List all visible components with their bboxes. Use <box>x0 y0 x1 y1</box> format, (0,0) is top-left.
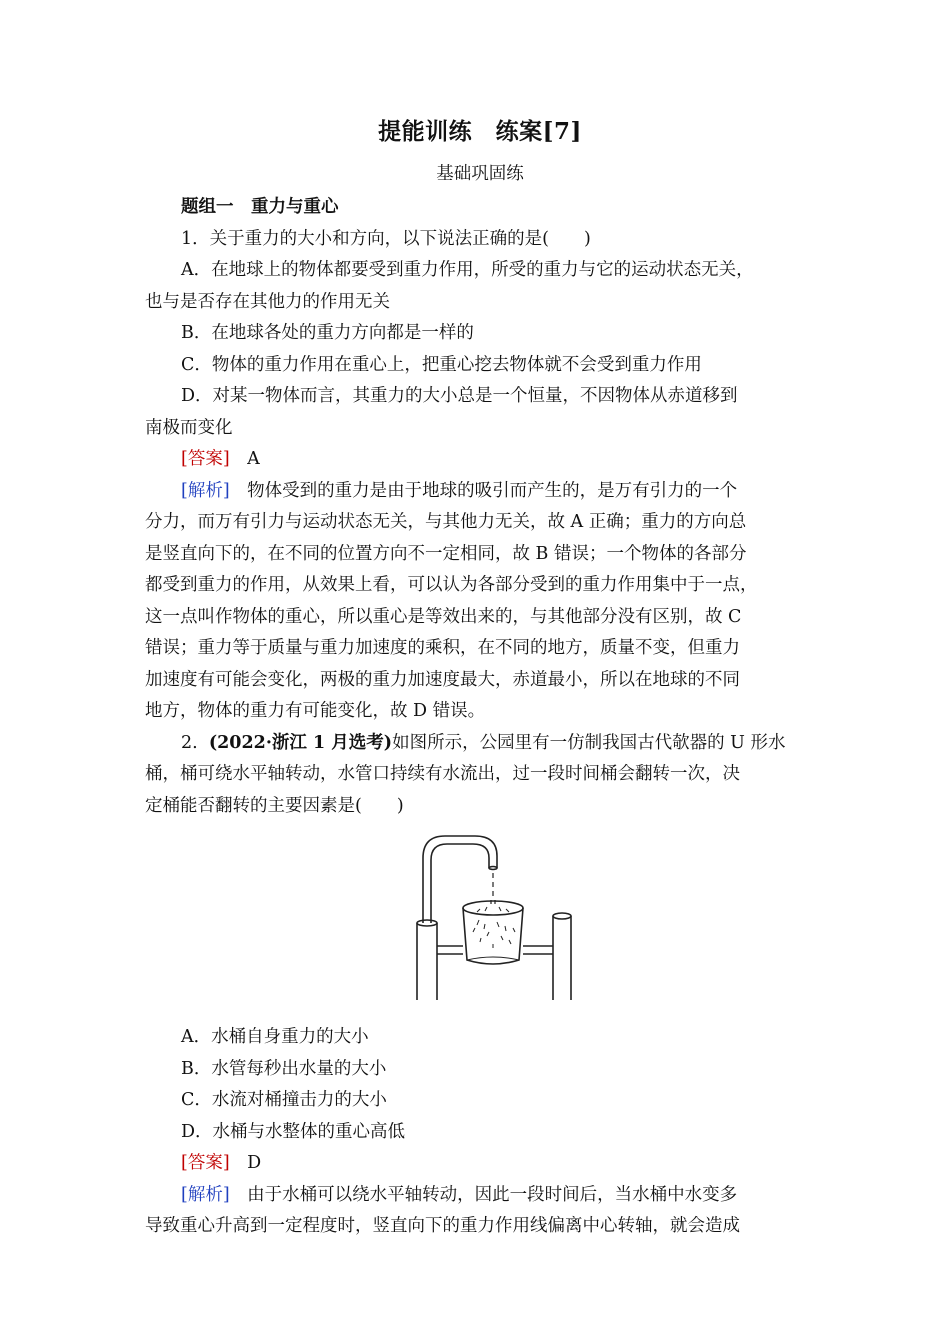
q2-stem-line2: 桶，桶可绕水平轴转动，水管口持续有水流出，过一段时间桶会翻转一次，决 <box>145 764 740 784</box>
q2-number: 2. <box>181 732 198 753</box>
q2-option-d: D．水桶与水整体的重心高低 <box>181 1121 406 1142</box>
q2-stem-text: 如图所示，公园里有一仿制我国古代欹器的 U 形水 <box>392 732 786 753</box>
document-page <box>145 118 815 1243</box>
q1-explanation <box>145 476 815 728</box>
explanation-line: 都受到重力的作用，从效果上看，可以认为各部分受到的重力作用集中于一点， <box>145 575 758 595</box>
explanation-line: 加速度有可能会变化，两极的重力加速度最大，赤道最小，所以在地球的不同 <box>145 669 740 690</box>
group-heading: 题组一 重力与重心 <box>181 197 339 217</box>
q2-option-c: C．水流对桶撞击力的大小 <box>181 1090 387 1110</box>
q2-stem-line3: 定桶能否翻转的主要因素是( ) <box>145 795 404 816</box>
q1-answer <box>145 444 815 476</box>
explanation-label: [解析] <box>181 1184 230 1205</box>
q1-option-a-line1: A．在地球上的物体都要受到重力作用，所受的重力与它的运动状态无关， <box>181 260 754 280</box>
explanation-line: 错误；重力等于质量与重力加速度的乘积，在不同的地方，质量不变，但重力 <box>145 638 740 658</box>
q1-option-c: C．物体的重力作用在重心上，把重心挖去物体就不会受到重力作用 <box>181 354 702 375</box>
answer-label: [答案] <box>181 1153 230 1173</box>
explanation-line: 地方，物体的重力有可能变化，故 D 错误。 <box>145 701 486 721</box>
section-subtitle: 基础巩固练 <box>436 164 524 184</box>
explanation-line: 由于水桶可以绕水平轴转动，因此一段时间后，当水桶中水变多 <box>247 1184 738 1205</box>
tipping-bucket-diagram <box>405 828 575 1003</box>
explanation-line: 是竖直向下的，在不同的位置方向不一定相同，故 B 错误；一个物体的各部分 <box>145 543 747 564</box>
explanation-line: 物体受到的重力是由于地球的吸引而产生的，是万有引力的一个 <box>247 480 738 501</box>
explanation-label: [解析] <box>181 480 230 501</box>
answer-value: D <box>247 1153 262 1173</box>
q1-option-d-line2: 南极而变化 <box>145 417 233 438</box>
explanation-line: 这一点叫作物体的重心，所以重心是等效出来的，与其他部分没有区别，故 C <box>145 606 742 627</box>
q2-explanation <box>145 1180 815 1243</box>
q2-stem-line1 <box>145 728 815 760</box>
answer-value: A <box>247 449 260 469</box>
bucket-figure <box>145 828 815 1018</box>
page-title: 提能训练 练案[7] <box>378 118 582 145</box>
explanation-line: 分力，而万有引力与运动状态无关，与其他力无关，故 A 正确；重力的方向总 <box>145 512 747 532</box>
q2-source: (2022·浙江 1 月选考) <box>208 732 393 753</box>
answer-label: [答案] <box>181 449 230 469</box>
q2-answer <box>145 1148 815 1180</box>
q1-option-a-line2: 也与是否存在其他力的作用无关 <box>145 291 390 312</box>
q2-option-b: B．水管每秒出水量的大小 <box>181 1058 387 1079</box>
explanation-line: 导致重心升高到一定程度时，竖直向下的重力作用线偏离中心转轴，就会造成 <box>145 1216 740 1236</box>
q2-option-a: A．水桶自身重力的大小 <box>181 1027 369 1047</box>
q1-option-d-line1: D．对某一物体而言，其重力的大小总是一个恒量，不因物体从赤道移到 <box>181 386 738 406</box>
q1-stem: 1．关于重力的大小和方向，以下说法正确的是( ) <box>181 228 591 249</box>
q1-option-b: B．在地球各处的重力方向都是一样的 <box>181 323 474 343</box>
